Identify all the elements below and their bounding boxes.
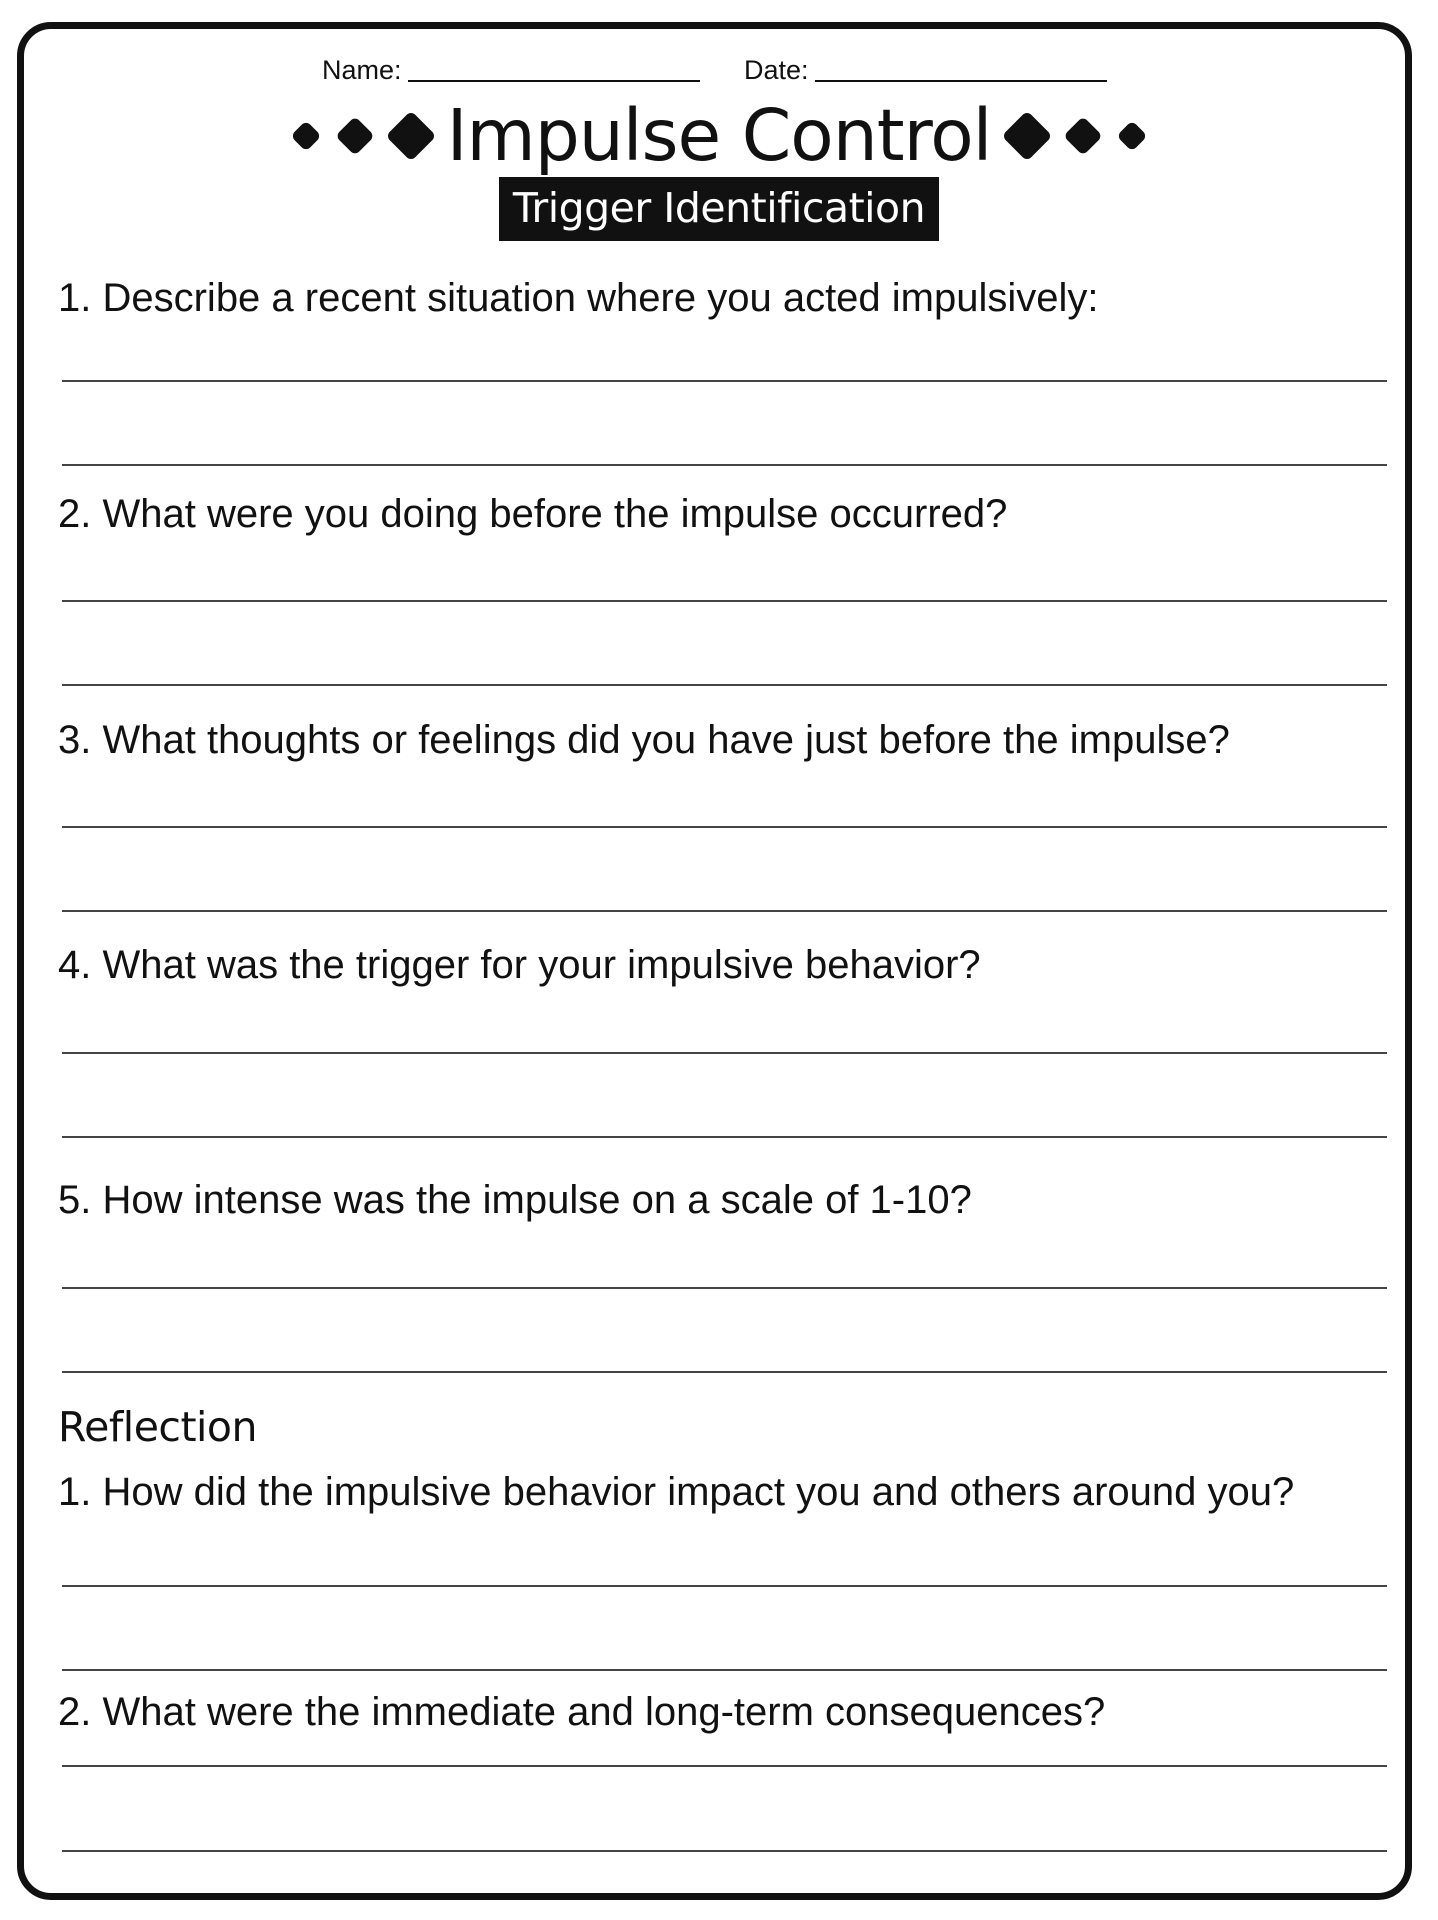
answer-line[interactable]: [62, 1850, 1387, 1852]
date-blank[interactable]: [815, 56, 1107, 82]
answer-line[interactable]: [62, 684, 1387, 686]
answer-line[interactable]: [62, 600, 1387, 602]
reflection-question-1: 1. How did the impulsive behavior impact you and others around you?: [58, 1470, 1295, 1514]
question-5: 5. How intense was the impulse on a scale of 1-10?: [58, 1178, 972, 1222]
diamond-icon: [1064, 116, 1104, 156]
answer-line[interactable]: [62, 1669, 1387, 1671]
name-field[interactable]: [322, 55, 700, 86]
reflection-question-2: 2. What were the immediate and long-term consequences?: [58, 1690, 1106, 1734]
answer-line[interactable]: [62, 380, 1387, 382]
answer-line[interactable]: [62, 1136, 1387, 1138]
diamond-icon: [1117, 120, 1148, 151]
page-subtitle: Trigger Identification: [499, 177, 939, 241]
question-1: 1. Describe a recent situation where you acted impulsively:: [58, 276, 1099, 320]
diamond-icon: [1002, 110, 1053, 161]
name-blank[interactable]: [408, 56, 700, 82]
diamond-icon: [385, 110, 436, 161]
date-field[interactable]: [744, 55, 1107, 86]
question-2: 2. What were you doing before the impulse occurred?: [58, 492, 1008, 536]
answer-line[interactable]: [62, 1052, 1387, 1054]
name-label: Name:: [322, 55, 402, 85]
section-heading-reflection: Reflection: [58, 1403, 257, 1451]
subtitle-row: [0, 177, 1438, 241]
diamond-icon: [335, 116, 375, 156]
diamond-icon: [290, 120, 321, 151]
answer-line[interactable]: [62, 1287, 1387, 1289]
question-4: 4. What was the trigger for your impulsive behavior?: [58, 943, 981, 987]
answer-line[interactable]: [62, 826, 1387, 828]
question-3: 3. What thoughts or feelings did you have just before the impulse?: [58, 718, 1230, 762]
date-label: Date:: [744, 55, 809, 85]
answer-line[interactable]: [62, 910, 1387, 912]
answer-line[interactable]: [62, 464, 1387, 466]
answer-line[interactable]: [62, 1371, 1387, 1373]
answer-line[interactable]: [62, 1585, 1387, 1587]
answer-line[interactable]: [62, 1765, 1387, 1767]
title-row: [0, 94, 1438, 177]
page-title: Impulse Control: [446, 94, 992, 177]
